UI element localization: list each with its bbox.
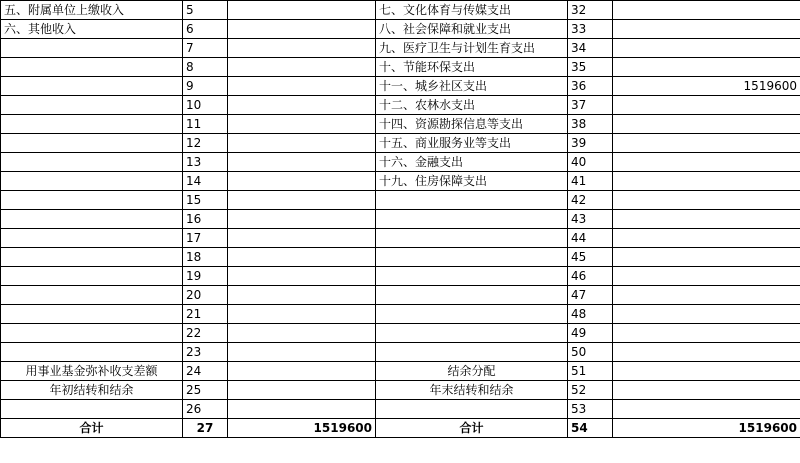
total-row [1,419,800,438]
table-row [1,381,800,400]
table-row [1,324,800,343]
cell-right-amount[interactable] [613,153,800,172]
cell-left-no[interactable]: 8 [183,58,228,77]
cell-left-amount[interactable] [228,381,376,400]
cell-right-label[interactable] [376,210,568,229]
table-row [1,210,800,229]
table-row [1,153,800,172]
table-row [1,305,800,324]
cell-right-amount[interactable] [613,400,800,419]
table-row [1,267,800,286]
cell-right-label[interactable]: 十、节能环保支出 [376,58,568,77]
cell-left-amount[interactable] [228,58,376,77]
cell-right-amount[interactable] [613,362,800,381]
table-row [1,362,800,381]
table-row [1,191,800,210]
cell-right-no[interactable]: 46 [568,267,613,286]
cell-right-amount[interactable] [613,20,800,39]
cell-right-amount[interactable] [613,1,800,20]
cell-left-no[interactable]: 17 [183,229,228,248]
cell-left-no[interactable]: 24 [183,362,228,381]
table-row [1,20,800,39]
cell-left-total-label[interactable]: 合计 [1,419,183,438]
table-row [1,172,800,191]
cell-left-amount[interactable] [228,191,376,210]
table-row [1,343,800,362]
cell-right-amount[interactable] [613,267,800,286]
cell-left-label[interactable] [1,324,183,343]
cell-left-amount[interactable] [228,115,376,134]
cell-left-no[interactable]: 15 [183,191,228,210]
cell-right-no[interactable]: 44 [568,229,613,248]
table-row [1,1,800,20]
cell-right-amount[interactable] [613,324,800,343]
table-row [1,96,800,115]
cell-right-no[interactable]: 51 [568,362,613,381]
cell-right-no[interactable]: 33 [568,20,613,39]
cell-left-label[interactable] [1,248,183,267]
cell-right-no[interactable]: 36 [568,77,613,96]
cell-left-label[interactable] [1,172,183,191]
cell-right-label[interactable] [376,248,568,267]
cell-right-label[interactable]: 十五、商业服务业等支出 [376,134,568,153]
cell-left-amount[interactable] [228,1,376,20]
cell-left-total-amount[interactable]: 1519600 [228,419,376,438]
cell-left-amount[interactable] [228,343,376,362]
cell-left-no[interactable]: 7 [183,39,228,58]
cell-right-amount[interactable] [613,96,800,115]
cell-left-label[interactable] [1,115,183,134]
cell-right-no[interactable]: 53 [568,400,613,419]
cell-right-label[interactable]: 十一、城乡社区支出 [376,77,568,96]
cell-right-no[interactable]: 41 [568,172,613,191]
cell-right-total-amount[interactable]: 1519600 [613,419,800,438]
cell-left-amount[interactable] [228,400,376,419]
cell-left-label[interactable] [1,267,183,286]
cell-left-label[interactable] [1,191,183,210]
cell-right-no[interactable]: 42 [568,191,613,210]
cell-left-label[interactable] [1,400,183,419]
cell-left-amount[interactable] [228,153,376,172]
table-row [1,77,800,96]
cell-left-amount[interactable] [228,96,376,115]
cell-left-label[interactable] [1,77,183,96]
cell-left-label[interactable]: 用事业基金弥补收支差额 [1,362,183,381]
table-body [1,1,800,438]
cell-right-label[interactable] [376,305,568,324]
cell-left-amount[interactable] [228,20,376,39]
table-row [1,400,800,419]
cell-right-amount[interactable]: 1519600 [613,77,800,96]
cell-right-no[interactable]: 40 [568,153,613,172]
cell-right-label[interactable]: 十四、资源勘探信息等支出 [376,115,568,134]
cell-left-no[interactable]: 16 [183,210,228,229]
cell-right-amount[interactable] [613,134,800,153]
cell-right-no[interactable]: 32 [568,1,613,20]
cell-right-label[interactable]: 九、医疗卫生与计划生育支出 [376,39,568,58]
cell-left-label[interactable] [1,134,183,153]
cell-left-no[interactable]: 21 [183,305,228,324]
cell-left-amount[interactable] [228,305,376,324]
cell-right-label[interactable]: 十六、金融支出 [376,153,568,172]
cell-right-amount[interactable] [613,172,800,191]
cell-right-no[interactable]: 35 [568,58,613,77]
cell-left-label[interactable] [1,39,183,58]
cell-right-amount[interactable] [613,286,800,305]
cell-left-no[interactable]: 9 [183,77,228,96]
table-row [1,286,800,305]
cell-right-amount[interactable] [613,210,800,229]
table-row [1,134,800,153]
cell-right-no[interactable]: 52 [568,381,613,400]
cell-right-label[interactable]: 结余分配 [376,362,568,381]
cell-right-amount[interactable] [613,343,800,362]
table-row [1,58,800,77]
cell-left-label[interactable] [1,153,183,172]
cell-right-label[interactable]: 七、文化体育与传媒支出 [376,1,568,20]
cell-right-label[interactable] [376,324,568,343]
table-row [1,115,800,134]
cell-right-total-no[interactable]: 54 [568,419,613,438]
cell-left-no[interactable]: 5 [183,1,228,20]
table-row [1,39,800,58]
cell-right-no[interactable]: 34 [568,39,613,58]
table-row [1,229,800,248]
cell-left-label[interactable]: 六、其他收入 [1,20,183,39]
cell-left-amount[interactable] [228,229,376,248]
cell-right-label[interactable] [376,286,568,305]
cell-left-no[interactable]: 26 [183,400,228,419]
cell-right-total-label[interactable]: 合计 [376,419,568,438]
cell-left-amount[interactable] [228,134,376,153]
cell-left-label[interactable]: 年初结转和结余 [1,381,183,400]
cell-left-amount[interactable] [228,267,376,286]
cell-left-amount[interactable] [228,324,376,343]
cell-right-amount[interactable] [613,39,800,58]
cell-right-no[interactable]: 37 [568,96,613,115]
cell-right-label[interactable]: 十二、农林水支出 [376,96,568,115]
cell-left-no[interactable]: 19 [183,267,228,286]
cell-right-label[interactable]: 八、社会保障和就业支出 [376,20,568,39]
cell-right-label[interactable]: 十九、住房保障支出 [376,172,568,191]
cell-left-no[interactable]: 18 [183,248,228,267]
cell-left-total-no[interactable]: 27 [183,419,228,438]
cell-right-no[interactable]: 43 [568,210,613,229]
cell-left-no[interactable]: 25 [183,381,228,400]
cell-right-amount[interactable] [613,305,800,324]
cell-left-no[interactable]: 10 [183,96,228,115]
cell-left-label[interactable] [1,210,183,229]
cell-right-label[interactable] [376,229,568,248]
cell-right-no[interactable]: 45 [568,248,613,267]
cell-right-amount[interactable] [613,381,800,400]
cell-left-amount[interactable] [228,286,376,305]
cell-right-no[interactable]: 47 [568,286,613,305]
cell-right-label[interactable]: 年末结转和结余 [376,381,568,400]
table-row [1,248,800,267]
cell-left-no[interactable]: 22 [183,324,228,343]
cell-left-label[interactable]: 五、附属单位上缴收入 [1,1,183,20]
cell-right-no[interactable]: 39 [568,134,613,153]
cell-right-no[interactable]: 38 [568,115,613,134]
cell-right-amount[interactable] [613,229,800,248]
cell-left-no[interactable]: 12 [183,134,228,153]
cell-left-no[interactable]: 14 [183,172,228,191]
cell-left-amount[interactable] [228,77,376,96]
cell-left-amount[interactable] [228,248,376,267]
cell-left-label[interactable] [1,58,183,77]
cell-left-label[interactable] [1,343,183,362]
cell-left-amount[interactable] [228,172,376,191]
cell-left-label[interactable] [1,96,183,115]
cell-right-no[interactable]: 50 [568,343,613,362]
cell-left-no[interactable]: 6 [183,20,228,39]
cell-right-label[interactable] [376,267,568,286]
cell-right-amount[interactable] [613,248,800,267]
cell-left-amount[interactable] [228,39,376,58]
cell-left-label[interactable] [1,305,183,324]
cell-right-no[interactable]: 49 [568,324,613,343]
cell-left-label[interactable] [1,229,183,248]
cell-right-label[interactable] [376,343,568,362]
cell-right-label[interactable] [376,400,568,419]
cell-right-no[interactable]: 48 [568,305,613,324]
cell-left-amount[interactable] [228,362,376,381]
cell-left-label[interactable] [1,286,183,305]
cell-right-amount[interactable] [613,115,800,134]
cell-left-no[interactable]: 20 [183,286,228,305]
cell-left-amount[interactable] [228,210,376,229]
cell-right-amount[interactable] [613,191,800,210]
cell-left-no[interactable]: 23 [183,343,228,362]
cell-left-no[interactable]: 11 [183,115,228,134]
cell-left-no[interactable]: 13 [183,153,228,172]
cell-right-amount[interactable] [613,58,800,77]
cell-right-label[interactable] [376,191,568,210]
